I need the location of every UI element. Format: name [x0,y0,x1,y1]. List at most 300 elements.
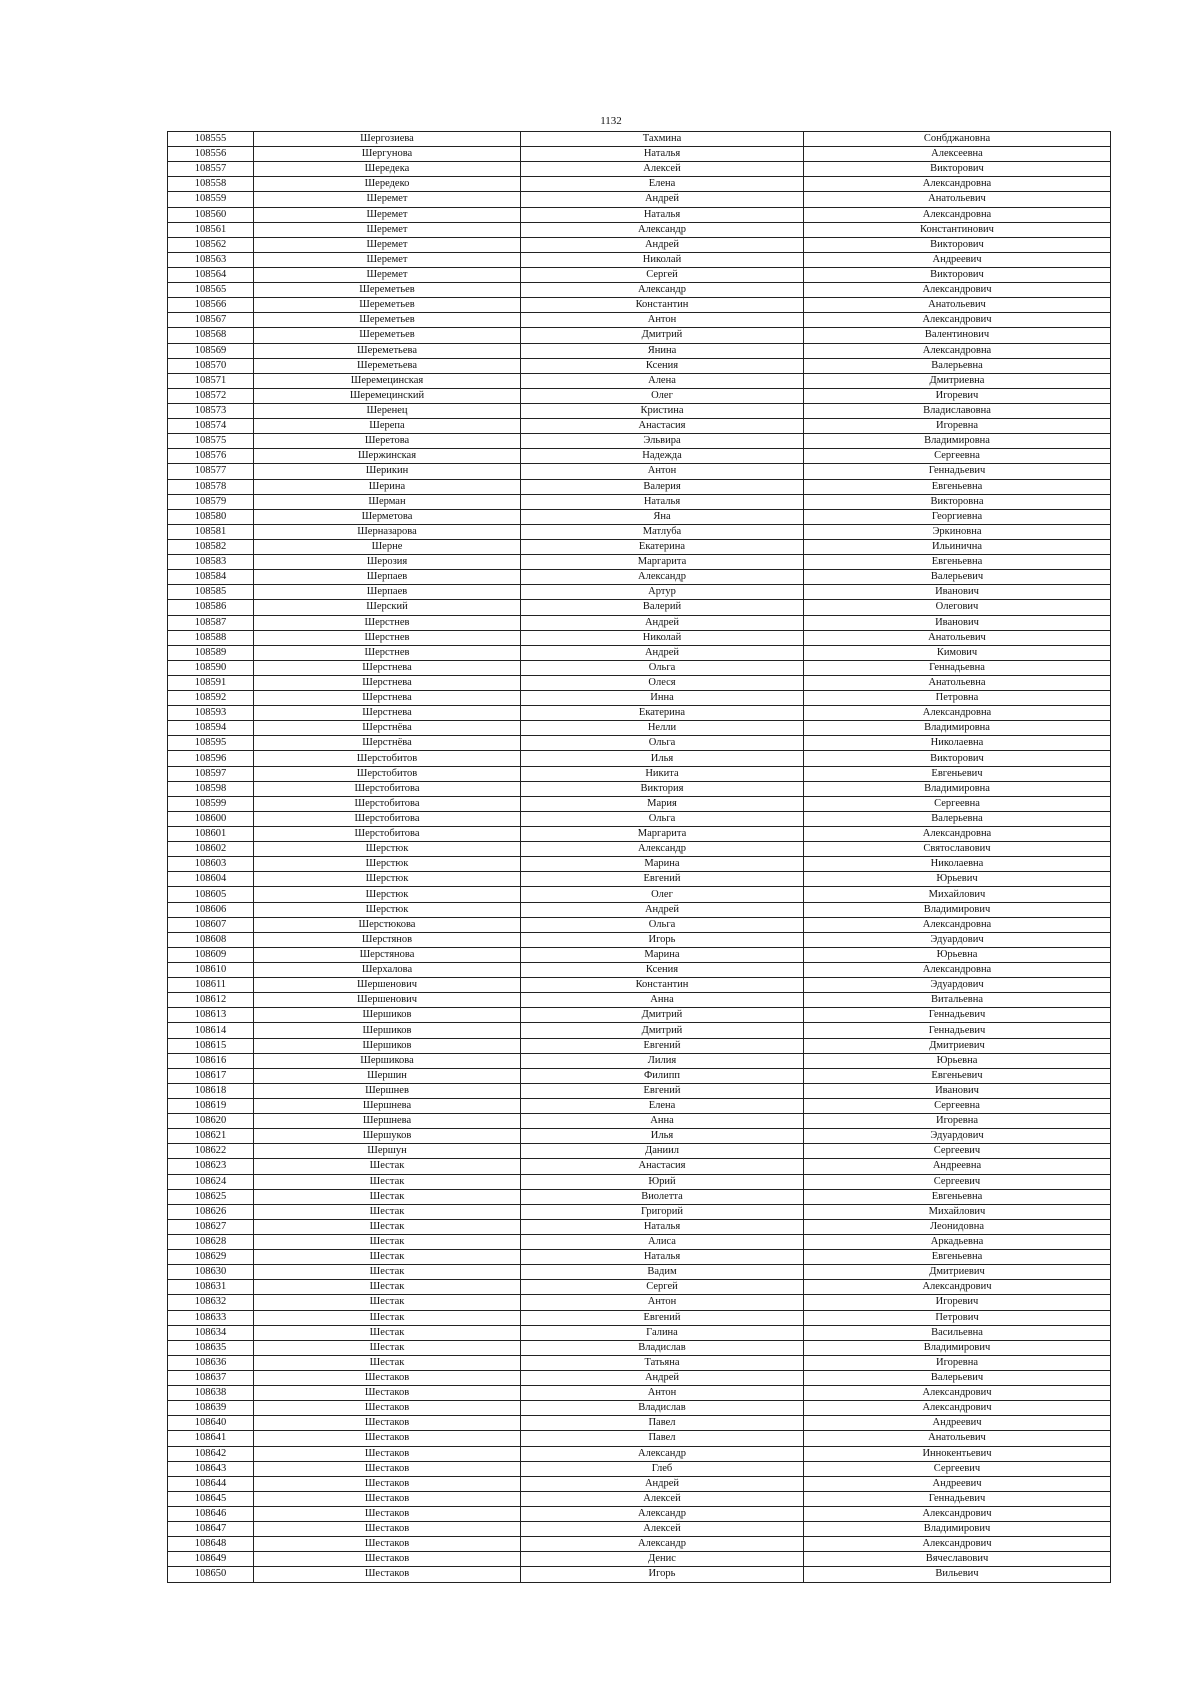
table-row [168,464,1111,479]
first-name-cell: Илья [521,751,804,766]
table-row [168,781,1111,796]
patronymic-cell: Михайлович [804,1204,1111,1219]
last-name-cell: Шерстнева [254,660,521,675]
last-name-cell: Шерпаев [254,585,521,600]
last-name-cell: Шершиков [254,1038,521,1053]
patronymic-cell: Геннадьевич [804,1023,1111,1038]
last-name-cell: Шерстюк [254,872,521,887]
record-id-cell: 108572 [168,388,254,403]
first-name-cell: Александр [521,1537,804,1552]
last-name-cell: Шерстнева [254,706,521,721]
first-name-cell: Антон [521,464,804,479]
patronymic-cell: Сергеевич [804,1144,1111,1159]
table-row [168,706,1111,721]
patronymic-cell: Викторович [804,751,1111,766]
table-row [168,600,1111,615]
patronymic-cell: Эдуардович [804,932,1111,947]
record-id-cell: 108578 [168,479,254,494]
record-id-cell: 108613 [168,1008,254,1023]
table-row [168,555,1111,570]
record-id-cell: 108646 [168,1506,254,1521]
record-id-cell: 108626 [168,1204,254,1219]
first-name-cell: Игорь [521,932,804,947]
record-id-cell: 108594 [168,721,254,736]
record-id-cell: 108586 [168,600,254,615]
last-name-cell: Шерстюк [254,887,521,902]
table-row [168,978,1111,993]
first-name-cell: Маргарита [521,827,804,842]
record-id-cell: 108603 [168,857,254,872]
last-name-cell: Шестаков [254,1491,521,1506]
patronymic-cell: Дмитриевна [804,373,1111,388]
first-name-cell: Владислав [521,1401,804,1416]
patronymic-cell: Александровна [804,207,1111,222]
last-name-cell: Шершиков [254,1008,521,1023]
table-row [168,1506,1111,1521]
first-name-cell: Александр [521,283,804,298]
record-id-cell: 108563 [168,252,254,267]
patronymic-cell: Геннадьевич [804,464,1111,479]
first-name-cell: Андрей [521,1476,804,1491]
last-name-cell: Шередека [254,162,521,177]
last-name-cell: Шерстянов [254,932,521,947]
table-row [168,524,1111,539]
last-name-cell: Шерстюк [254,902,521,917]
patronymic-cell: Дмитриевич [804,1265,1111,1280]
table-row [168,1491,1111,1506]
table-row [168,917,1111,932]
table-row [168,162,1111,177]
table-row [168,1204,1111,1219]
table-row [168,1144,1111,1159]
last-name-cell: Шеремет [254,267,521,282]
first-name-cell: Олег [521,887,804,902]
record-id-cell: 108606 [168,902,254,917]
first-name-cell: Наталья [521,207,804,222]
last-name-cell: Шестаков [254,1461,521,1476]
first-name-cell: Яна [521,509,804,524]
last-name-cell: Шередеко [254,177,521,192]
record-id-cell: 108649 [168,1552,254,1567]
first-name-cell: Наталья [521,147,804,162]
table-row [168,902,1111,917]
first-name-cell: Евгений [521,1310,804,1325]
record-id-cell: 108633 [168,1310,254,1325]
table-row [168,509,1111,524]
first-name-cell: Елена [521,177,804,192]
patronymic-cell: Андреевич [804,1416,1111,1431]
first-name-cell: Антон [521,1386,804,1401]
patronymic-cell: Олегович [804,600,1111,615]
last-name-cell: Шеремецинский [254,388,521,403]
record-id-cell: 108618 [168,1083,254,1098]
patronymic-cell: Игоревич [804,388,1111,403]
table-row [168,1068,1111,1083]
last-name-cell: Шерпаев [254,570,521,585]
record-id-cell: 108634 [168,1325,254,1340]
record-id-cell: 108641 [168,1431,254,1446]
table-row [168,1355,1111,1370]
last-name-cell: Шершенович [254,993,521,1008]
first-name-cell: Марина [521,947,804,962]
last-name-cell: Шерстобитова [254,811,521,826]
record-id-cell: 108624 [168,1174,254,1189]
patronymic-cell: Евгеньевич [804,766,1111,781]
patronymic-cell: Алексеевна [804,147,1111,162]
patronymic-cell: Эдуардович [804,1129,1111,1144]
last-name-cell: Шеремет [254,252,521,267]
record-id-cell: 108620 [168,1114,254,1129]
table-row [168,1219,1111,1234]
first-name-cell: Евгений [521,872,804,887]
record-id-cell: 108556 [168,147,254,162]
record-id-cell: 108640 [168,1416,254,1431]
record-id-cell: 108637 [168,1370,254,1385]
patronymic-cell: Кимович [804,645,1111,660]
first-name-cell: Елена [521,1099,804,1114]
record-id-cell: 108630 [168,1265,254,1280]
patronymic-cell: Александровна [804,177,1111,192]
first-name-cell: Марина [521,857,804,872]
record-id-cell: 108612 [168,993,254,1008]
patronymic-cell: Игоревна [804,419,1111,434]
table-row [168,1431,1111,1446]
table-row [168,1310,1111,1325]
patronymic-cell: Геннадьевна [804,660,1111,675]
record-id-cell: 108566 [168,298,254,313]
patronymic-cell: Георгиевна [804,509,1111,524]
table-row [168,1476,1111,1491]
last-name-cell: Шестак [254,1295,521,1310]
patronymic-cell: Владимировна [804,781,1111,796]
last-name-cell: Шестак [254,1325,521,1340]
record-id-cell: 108600 [168,811,254,826]
last-name-cell: Шержинская [254,449,521,464]
last-name-cell: Шестак [254,1159,521,1174]
record-id-cell: 108589 [168,645,254,660]
patronymic-cell: Эдуардович [804,978,1111,993]
patronymic-cell: Юрьевна [804,947,1111,962]
table-row [168,177,1111,192]
record-id-cell: 108625 [168,1189,254,1204]
patronymic-cell: Игоревна [804,1355,1111,1370]
last-name-cell: Шерстобитова [254,781,521,796]
first-name-cell: Мария [521,796,804,811]
first-name-cell: Эльвира [521,434,804,449]
record-id-cell: 108573 [168,403,254,418]
table-row [168,494,1111,509]
record-id-cell: 108571 [168,373,254,388]
last-name-cell: Шершиков [254,1023,521,1038]
table-row [168,1386,1111,1401]
table-row [168,1446,1111,1461]
last-name-cell: Шершун [254,1144,521,1159]
table-row [168,691,1111,706]
table-row [168,283,1111,298]
first-name-cell: Сергей [521,267,804,282]
table-row [168,751,1111,766]
table-row [168,192,1111,207]
last-name-cell: Шершнева [254,1114,521,1129]
table-row [168,811,1111,826]
table-row [168,403,1111,418]
table-row [168,298,1111,313]
table-row [168,993,1111,1008]
patronymic-cell: Святославович [804,842,1111,857]
patronymic-cell: Витальевна [804,993,1111,1008]
table-row [168,1129,1111,1144]
first-name-cell: Екатерина [521,539,804,554]
first-name-cell: Маргарита [521,555,804,570]
table-row [168,570,1111,585]
first-name-cell: Наталья [521,1219,804,1234]
first-name-cell: Ольга [521,811,804,826]
table-row [168,343,1111,358]
patronymic-cell: Александрович [804,1280,1111,1295]
patronymic-cell: Евгеньевна [804,479,1111,494]
record-id-cell: 108647 [168,1522,254,1537]
first-name-cell: Матлуба [521,524,804,539]
patronymic-cell: Геннадьевич [804,1491,1111,1506]
first-name-cell: Владислав [521,1340,804,1355]
last-name-cell: Шерина [254,479,521,494]
first-name-cell: Алена [521,373,804,388]
last-name-cell: Шеремет [254,222,521,237]
first-name-cell: Ольга [521,736,804,751]
last-name-cell: Шеремет [254,237,521,252]
first-name-cell: Павел [521,1416,804,1431]
table-row [168,1234,1111,1249]
patronymic-cell: Владимировна [804,434,1111,449]
last-name-cell: Шерхалова [254,963,521,978]
patronymic-cell: Александровна [804,963,1111,978]
record-id-cell: 108604 [168,872,254,887]
table-row [168,1416,1111,1431]
last-name-cell: Шереметьева [254,358,521,373]
table-row [168,887,1111,902]
patronymic-cell: Андреевич [804,252,1111,267]
last-name-cell: Шестаков [254,1552,521,1567]
last-name-cell: Шеренец [254,403,521,418]
last-name-cell: Шестак [254,1265,521,1280]
first-name-cell: Антон [521,313,804,328]
last-name-cell: Шестак [254,1234,521,1249]
record-id-cell: 108616 [168,1053,254,1068]
record-id-cell: 108644 [168,1476,254,1491]
patronymic-cell: Валерьевна [804,811,1111,826]
first-name-cell: Олег [521,388,804,403]
record-id-cell: 108591 [168,675,254,690]
record-id-cell: 108632 [168,1295,254,1310]
first-name-cell: Тахмина [521,132,804,147]
last-name-cell: Шершуков [254,1129,521,1144]
first-name-cell: Илья [521,1129,804,1144]
patronymic-cell: Евгеньевич [804,1068,1111,1083]
last-name-cell: Шестаков [254,1522,521,1537]
table-row [168,1537,1111,1552]
first-name-cell: Ксения [521,963,804,978]
last-name-cell: Шерстобитов [254,766,521,781]
patronymic-cell: Владимирович [804,902,1111,917]
record-id-cell: 108593 [168,706,254,721]
table-row [168,675,1111,690]
record-id-cell: 108590 [168,660,254,675]
table-row [168,1295,1111,1310]
patronymic-cell: Викторович [804,237,1111,252]
first-name-cell: Игорь [521,1567,804,1582]
record-id-cell: 108638 [168,1386,254,1401]
first-name-cell: Кристина [521,403,804,418]
table-row [168,736,1111,751]
table-row [168,1250,1111,1265]
last-name-cell: Шеретова [254,434,521,449]
patronymic-cell: Сергеевна [804,449,1111,464]
first-name-cell: Александр [521,1506,804,1521]
patronymic-cell: Александровна [804,827,1111,842]
table-row [168,328,1111,343]
first-name-cell: Дмитрий [521,1023,804,1038]
table-row [168,630,1111,645]
patronymic-cell: Сергеевич [804,1461,1111,1476]
record-id-cell: 108608 [168,932,254,947]
table-row [168,1340,1111,1355]
first-name-cell: Сергей [521,1280,804,1295]
last-name-cell: Шерстюкова [254,917,521,932]
record-id-cell: 108595 [168,736,254,751]
first-name-cell: Ольга [521,660,804,675]
record-id-cell: 108610 [168,963,254,978]
first-name-cell: Алексей [521,162,804,177]
first-name-cell: Андрей [521,192,804,207]
record-id-cell: 108601 [168,827,254,842]
last-name-cell: Шестак [254,1340,521,1355]
record-id-cell: 108579 [168,494,254,509]
first-name-cell: Анна [521,1114,804,1129]
table-row [168,721,1111,736]
last-name-cell: Шерне [254,539,521,554]
table-row [168,842,1111,857]
table-row [168,479,1111,494]
patronymic-cell: Геннадьевич [804,1008,1111,1023]
table-row [168,132,1111,147]
last-name-cell: Шестак [254,1280,521,1295]
last-name-cell: Шергозиева [254,132,521,147]
record-id-cell: 108650 [168,1567,254,1582]
table-row [168,963,1111,978]
record-id-cell: 108643 [168,1461,254,1476]
patronymic-cell: Александровна [804,706,1111,721]
patronymic-cell: Ильинична [804,539,1111,554]
first-name-cell: Андрей [521,237,804,252]
last-name-cell: Шестаков [254,1537,521,1552]
table-row [168,539,1111,554]
record-id-cell: 108565 [168,283,254,298]
last-name-cell: Шерстнева [254,675,521,690]
record-id-cell: 108609 [168,947,254,962]
record-id-cell: 108580 [168,509,254,524]
record-id-cell: 108584 [168,570,254,585]
first-name-cell: Алиса [521,1234,804,1249]
record-id-cell: 108611 [168,978,254,993]
last-name-cell: Шестак [254,1204,521,1219]
table-row [168,1083,1111,1098]
record-id-cell: 108561 [168,222,254,237]
first-name-cell: Наталья [521,494,804,509]
table-row [168,1114,1111,1129]
record-id-cell: 108564 [168,267,254,282]
patronymic-cell: Константинович [804,222,1111,237]
last-name-cell: Шестаков [254,1416,521,1431]
record-id-cell: 108628 [168,1234,254,1249]
patronymic-cell: Васильевна [804,1325,1111,1340]
first-name-cell: Григорий [521,1204,804,1219]
patronymic-cell: Анатольевна [804,675,1111,690]
record-id-cell: 108557 [168,162,254,177]
record-id-cell: 108562 [168,237,254,252]
table-row [168,1567,1111,1582]
table-row [168,766,1111,781]
last-name-cell: Шестак [254,1189,521,1204]
last-name-cell: Шерстнев [254,615,521,630]
last-name-cell: Шерстнёва [254,721,521,736]
patronymic-cell: Юрьевна [804,1053,1111,1068]
table-row [168,796,1111,811]
last-name-cell: Шестаков [254,1446,521,1461]
first-name-cell: Нелли [521,721,804,736]
last-name-cell: Шершикова [254,1053,521,1068]
patronymic-cell: Александрович [804,1506,1111,1521]
record-id-cell: 108619 [168,1099,254,1114]
first-name-cell: Александр [521,222,804,237]
record-id-cell: 108622 [168,1144,254,1159]
table-row [168,147,1111,162]
patronymic-cell: Андреевич [804,1476,1111,1491]
last-name-cell: Шерстянова [254,947,521,962]
last-name-cell: Шестаков [254,1370,521,1385]
last-name-cell: Шергунова [254,147,521,162]
first-name-cell: Александр [521,570,804,585]
first-name-cell: Филипп [521,1068,804,1083]
patronymic-cell: Николаевна [804,736,1111,751]
table-row [168,1174,1111,1189]
patronymic-cell: Евгеньевна [804,1189,1111,1204]
table-row [168,660,1111,675]
patronymic-cell: Валерьевич [804,1370,1111,1385]
first-name-cell: Татьяна [521,1355,804,1370]
patronymic-cell: Владимирович [804,1522,1111,1537]
record-id-cell: 108639 [168,1401,254,1416]
table-row [168,645,1111,660]
record-id-cell: 108576 [168,449,254,464]
patronymic-cell: Иванович [804,585,1111,600]
last-name-cell: Шерстобитов [254,751,521,766]
table-row [168,252,1111,267]
first-name-cell: Дмитрий [521,1008,804,1023]
first-name-cell: Александр [521,842,804,857]
last-name-cell: Шестаков [254,1401,521,1416]
record-id-cell: 108575 [168,434,254,449]
patronymic-cell: Вячеславович [804,1552,1111,1567]
last-name-cell: Шерикин [254,464,521,479]
page-number: 1132 [600,115,622,127]
table-row [168,358,1111,373]
table-row [168,857,1111,872]
last-name-cell: Шеремецинская [254,373,521,388]
record-id-cell: 108648 [168,1537,254,1552]
table-row [168,1265,1111,1280]
record-id-cell: 108645 [168,1491,254,1506]
table-row [168,1099,1111,1114]
